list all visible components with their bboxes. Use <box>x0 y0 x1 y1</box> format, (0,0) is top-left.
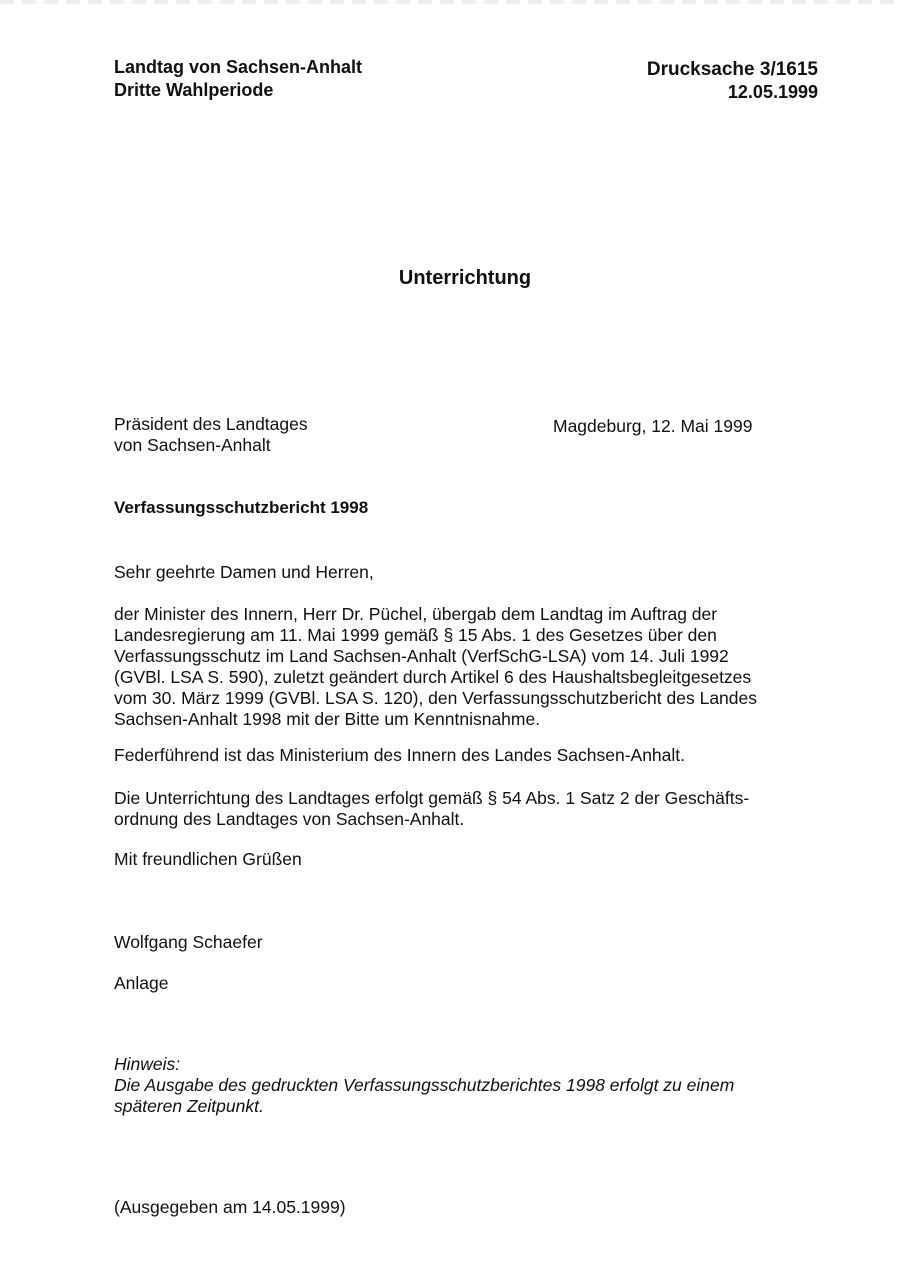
document-date: 12.05.1999 <box>727 82 818 102</box>
signatory-name: Wolfgang Schaefer <box>114 932 263 952</box>
note-label: Hinweis: <box>114 1054 181 1074</box>
paragraph-line: der Minister des Innern, Herr Dr. Püchel, übergab dem Landtag im Auftrag der <box>114 604 718 624</box>
closing-phrase: Mit freundlichen Grüßen <box>114 849 302 869</box>
header-right <box>647 58 818 104</box>
place-date: Magdeburg, 12. Mai 1999 <box>553 416 753 436</box>
paragraph-responsibility: Federführend ist das Ministerium des Innern des Landes Sachsen-Anhalt. <box>114 745 686 765</box>
subject-line: Verfassungsschutzbericht 1998 <box>114 498 369 517</box>
document-number: Drucksache 3/1615 <box>646 59 818 80</box>
salutation: Sehr geehrte Damen und Herren, <box>114 562 374 582</box>
header-left <box>114 56 362 102</box>
legislative-term: Dritte Wahlperiode <box>114 80 274 100</box>
paragraph-line: (GVBl. LSA S. 590), zuletzt geändert durch Artikel 6 des Haushaltsbegleitgesetzes <box>114 667 752 687</box>
parliament-name: Landtag von Sachsen-Anhalt <box>114 57 363 77</box>
paragraph-line: vom 30. März 1999 (GVBl. LSA S. 120), den Verfassungsschutzbericht des Landes <box>114 688 757 708</box>
note-block <box>114 1054 734 1117</box>
document-title: Unterrichtung <box>398 267 532 289</box>
paragraph-line: Landesregierung am 11. Mai 1999 gemäß § 15 Abs. 1 des Gesetzes über den <box>114 625 717 645</box>
note-line: Die Ausgabe des gedruckten Verfassungsschutzberichtes 1998 erfolgt zu einem <box>114 1075 735 1095</box>
paragraph-line: Verfassungsschutz im Land Sachsen-Anhalt (VerfSchG-LSA) vom 14. Juli 1992 <box>114 646 729 666</box>
paragraph-procedure <box>114 788 749 830</box>
sender-line-1: Präsident des Landtages <box>114 414 308 434</box>
paragraph-line: Sachsen-Anhalt 1998 mit der Bitte um Kenntnisnahme. <box>114 709 541 729</box>
enclosure-label: Anlage <box>114 973 169 993</box>
note-line: späteren Zeitpunkt. <box>114 1096 264 1116</box>
paragraph-line: Die Unterrichtung des Landtages erfolgt gemäß § 54 Abs. 1 Satz 2 der Geschäfts- <box>114 788 750 808</box>
sender-line-2: von Sachsen-Anhalt <box>114 435 271 455</box>
sender-block <box>114 414 308 456</box>
paragraph-transmission <box>114 604 757 730</box>
issued-date: (Ausgegeben am 14.05.1999) <box>114 1197 346 1217</box>
paragraph-line: ordnung des Landtages von Sachsen-Anhalt. <box>114 809 465 829</box>
scan-edge <box>0 0 900 4</box>
